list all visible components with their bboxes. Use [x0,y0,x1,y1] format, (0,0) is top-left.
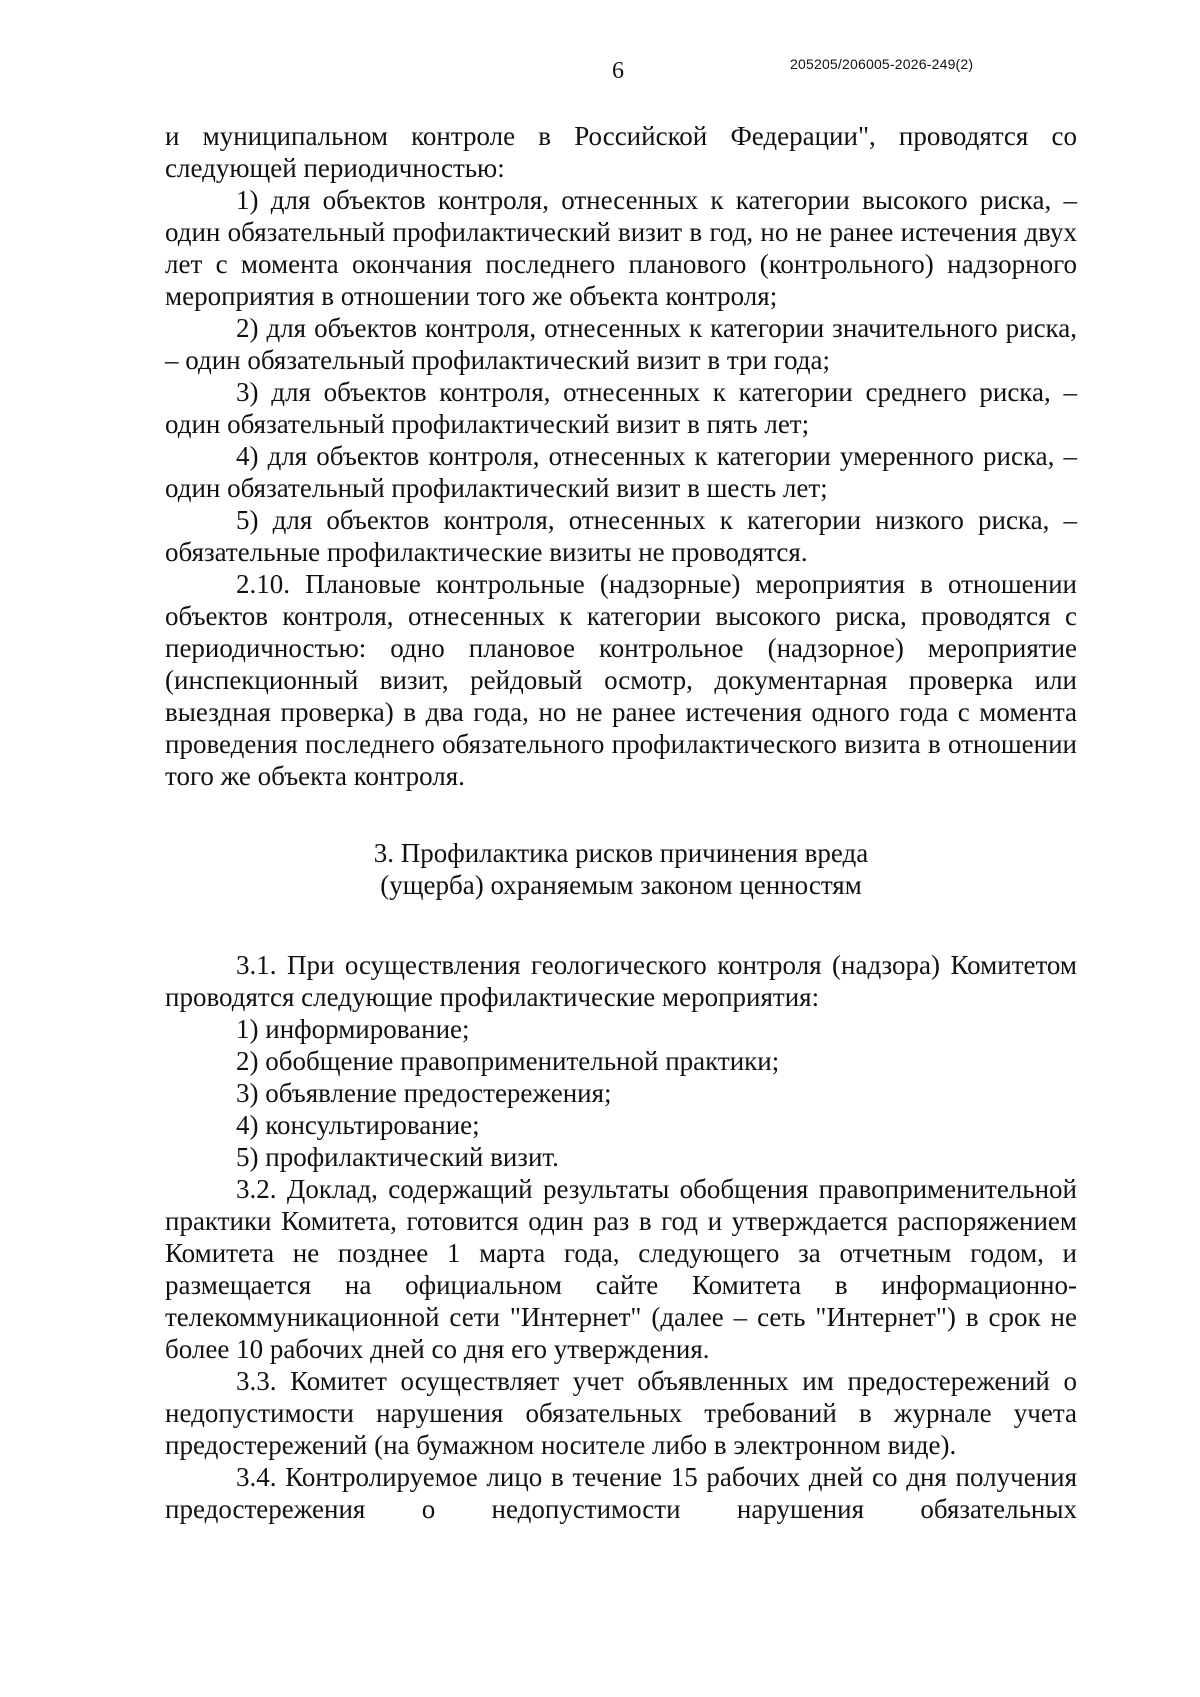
document-code: 205205/206005-2026-249(2) [790,56,974,72]
paragraph-item-4: 4) для объектов контроля, отнесенных к категории умеренного риска, – один обязательный профилактический визит в шесть лет; [165,441,1077,503]
list-item: 3) объявление предостережения; [236,1078,612,1108]
section-title-line-1: 3. Профилактика рисков причинения вреда [373,838,869,868]
paragraph-intro: и муниципальном контроле в Российской Федерации", проводятся со следующей периодичностью: [165,121,1077,183]
page-number: 6 [612,58,624,84]
section-title [165,837,1077,901]
paragraph-item-1: 1) для объектов контроля, отнесенных к категории высокого риска, – один обязательный профилактический визит в год, но не ранее истечения двух лет с момента окончания последнего планового (контрольного) надзорного мероприятия в отношении того же объекта контроля; [165,185,1077,311]
list-item: 1) информирование; [236,1014,470,1044]
paragraph-3-3: 3.3. Комитет осуществляет учет объявленных им предостережений о недопустимости нарушения обязательных требований в журнале учета предостережений (на бумажном носителе либо в электронном виде). [165,1366,1077,1460]
paragraph-3-1: 3.1. При осуществления геологического контроля (надзора) Комитетом проводятся следующие профилактические мероприятия: [165,950,1077,1012]
paragraph-2-10: 2.10. Плановые контрольные (надзорные) мероприятия в отношении объектов контроля, отнесенных к категории высокого риска, проводятся с периодичностью: одно плановое контрольное (надзорное) мероприятие (инспекционный визит, рейдовый осмотр, документарная проверка или выездная проверка) в два года, но не ранее истечения одного года с момента проведения последнего обязательного профилактического визита в отношении того же объекта контроля. [165,569,1077,791]
list-item: 4) консультирование; [236,1110,480,1140]
section-title-line-2: (ущерба) охраняемым законом ценностям [380,870,862,900]
paragraph-3-2: 3.2. Доклад, содержащий результаты обобщения правоприменительной практики Комитета, готовится один раз в год и утверждается распоряжением Комитета не позднее 1 марта года, следующего за отчетным годом, и размещается на официальном сайте Комитета в информационно-телекоммуникационной сети "Интернет" (далее – сеть "Интернет") в срок не более 10 рабочих дней со дня его утверждения. [165,1174,1077,1364]
paragraph-item-2: 2) для объектов контроля, отнесенных к категории значительного риска, – один обязательный профилактический визит в три года; [165,313,1077,375]
document-body [165,120,1077,1525]
list-item: 5) профилактический визит. [236,1142,559,1172]
paragraph-item-3: 3) для объектов контроля, отнесенных к категории среднего риска, – один обязательный профилактический визит в пять лет; [165,377,1077,439]
paragraph-item-5: 5) для объектов контроля, отнесенных к категории низкого риска, – обязательные профилактические визиты не проводятся. [165,505,1077,567]
list-item: 2) обобщение правоприменительной практики; [236,1046,780,1076]
paragraph-3-4: 3.4. Контролируемое лицо в течение 15 рабочих дней со дня получения предостережения о недопустимости нарушения обязательных [165,1462,1077,1524]
